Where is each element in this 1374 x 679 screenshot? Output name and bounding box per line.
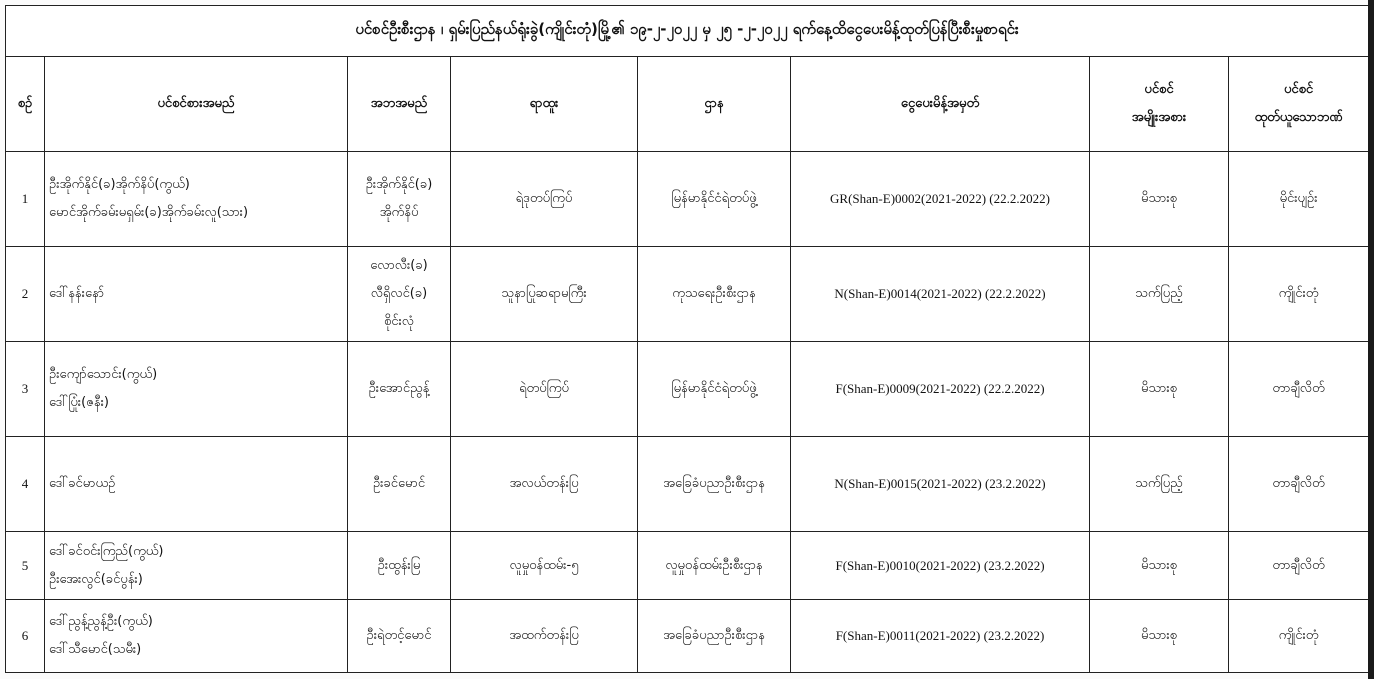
pension-order-table — [5, 5, 1369, 673]
department-cell: လူမှုဝန်ထမ်းဦးစီးဌာန — [638, 532, 791, 600]
department-cell: အခြေခံပညာဦးစီးဌာန — [638, 437, 791, 532]
pensioner-name-cell — [45, 600, 348, 673]
pensioner-name: ဦးအိုက်နိုင်(ခ)အိုက်နိပ်(ကွယ်) — [49, 177, 190, 192]
table-row — [6, 342, 1369, 437]
position-cell: အလယ်တန်းပြ — [451, 437, 638, 532]
department-cell: ကုသရေးဦးစီးဌာန — [638, 247, 791, 342]
position-cell: လူမှုဝန်ထမ်း-၅ — [451, 532, 638, 600]
pensioner-name: ဒေါ်နန်းနော် — [49, 286, 105, 301]
bank-cell: တာချီလိတ် — [1229, 532, 1369, 600]
header-department: ဌာန — [638, 57, 791, 152]
father-name-line3: စိုင်းလုံ — [383, 314, 414, 329]
row-no: 4 — [6, 437, 45, 532]
header-row — [6, 57, 1369, 152]
position-cell: ရဲတပ်ကြပ် — [451, 342, 638, 437]
father-name-cell — [348, 152, 451, 247]
father-name-cell: ဦးအောင်ညွန့် — [348, 342, 451, 437]
table-row — [6, 437, 1369, 532]
pensioner-name-cell — [45, 437, 348, 532]
header-bank-line1: ပင်စင် — [1283, 82, 1314, 97]
position-cell: သူနာပြုဆရာမကြီး — [451, 247, 638, 342]
pension-type-cell: မိသားစု — [1090, 152, 1229, 247]
father-name-line1: လောလီး(ခ) — [370, 258, 428, 273]
bank-cell: ကျိုင်းတုံ — [1229, 600, 1369, 673]
father-name-line1: ဦးအိုက်နိုင်(ခ) — [365, 177, 433, 192]
beneficiary-name: ဒေါ်ပြုံး(ဇနီး) — [49, 395, 109, 410]
bank-cell: တာချီလိတ် — [1229, 342, 1369, 437]
pensioner-name: ဒေါ်ညွန့်ညွန့်ဦး(ကွယ်) — [49, 614, 153, 629]
pension-type-cell: မိသားစု — [1090, 532, 1229, 600]
header-no: စဉ် — [6, 57, 45, 152]
order-no-cell: N(Shan-E)0015(2021-2022) (23.2.2022) — [791, 437, 1090, 532]
pension-type-cell: မိသားစု — [1090, 342, 1229, 437]
title-row — [6, 6, 1369, 57]
order-no-cell: F(Shan-E)0011(2021-2022) (23.2.2022) — [791, 600, 1090, 673]
table-title: ပင်စင်ဦးစီးဌာန ၊ ရှမ်းပြည်နယ်ရုံးခွဲ(ကျိုင်းတုံ)မြို့၏ ၁၉-၂-၂၀၂၂ မှ ၂၅ -၂-၂၀၂၂ ရက်နေ့ထိငွေပေးမိန့်ထုတ်ပြန်ပြီးစီးမှုစာရင်း — [6, 6, 1369, 57]
pension-type-cell: မိသားစု — [1090, 600, 1229, 673]
row-no: 2 — [6, 247, 45, 342]
pensioner-name-cell — [45, 342, 348, 437]
beneficiary-name: ဦးအေးလွင်(ခင်ပွန်း) — [49, 571, 143, 587]
beneficiary-name: မောင်အိုက်ခမ်းမရှမ်း(ခ)အိုက်ခမ်းလူ(သား) — [49, 205, 249, 220]
father-name-line2: လီရှိလင်(ခ) — [370, 286, 428, 301]
pensioner-name-cell — [45, 152, 348, 247]
pension-type-cell: သက်ပြည့် — [1090, 247, 1229, 342]
pensioner-name: ဒေါ်ခင်မာယဉ် — [49, 476, 116, 491]
pension-type-cell: သက်ပြည့် — [1090, 437, 1229, 532]
order-no-cell: F(Shan-E)0010(2021-2022) (23.2.2022) — [791, 532, 1090, 600]
bank-cell: မိုင်းပျဉ်း — [1229, 152, 1369, 247]
table-row — [6, 600, 1369, 673]
pensioner-name-cell — [45, 532, 348, 600]
header-bank-line2: ထုတ်ယူသောဘဏ် — [1254, 110, 1343, 125]
department-cell: မြန်မာနိုင်ငံရဲတပ်ဖွဲ့ — [638, 152, 791, 247]
pensioner-name: ဒေါ်ခင်ဝင်းကြည်(ကွယ်) — [49, 543, 164, 559]
header-order-no: ငွေပေးမိန့်အမှတ် — [791, 57, 1090, 152]
position-cell: အထက်တန်းပြ — [451, 600, 638, 673]
father-name-line2: အိုက်နိပ် — [379, 205, 419, 220]
row-no: 6 — [6, 600, 45, 673]
header-pension-type — [1090, 57, 1229, 152]
row-no: 3 — [6, 342, 45, 437]
father-name-cell — [348, 247, 451, 342]
table-row — [6, 152, 1369, 247]
header-position: ရာထူး — [451, 57, 638, 152]
header-pension-type-line2: အမျိုးအစား — [1131, 110, 1187, 125]
header-bank — [1229, 57, 1369, 152]
father-name-cell: ဦးခင်မောင် — [348, 437, 451, 532]
bank-cell: ကျိုင်းတုံ — [1229, 247, 1369, 342]
order-no-cell: N(Shan-E)0014(2021-2022) (22.2.2022) — [791, 247, 1090, 342]
department-cell: မြန်မာနိုင်ငံရဲတပ်ဖွဲ့ — [638, 342, 791, 437]
pensioner-name-cell — [45, 247, 348, 342]
row-no: 5 — [6, 532, 45, 600]
bank-cell: တာချီလိတ် — [1229, 437, 1369, 532]
header-father-name: အဘအမည် — [348, 57, 451, 152]
beneficiary-name: ဒေါ်သီမောင်(သမီး) — [49, 642, 142, 657]
page-edge-divider — [1368, 0, 1374, 679]
row-no: 1 — [6, 152, 45, 247]
table-row — [6, 532, 1369, 600]
father-name-cell: ဦးရဲတင့်မောင် — [348, 600, 451, 673]
table-row — [6, 247, 1369, 342]
header-pensioner-name: ပင်စင်စားအမည် — [45, 57, 348, 152]
header-pension-type-line1: ပင်စင် — [1144, 82, 1174, 97]
position-cell: ရဲဒုတပ်ကြပ် — [451, 152, 638, 247]
order-no-cell: F(Shan-E)0009(2021-2022) (22.2.2022) — [791, 342, 1090, 437]
pensioner-name: ဦးကျော်သောင်း(ကွယ်) — [49, 367, 158, 382]
father-name-cell: ဦးထွန်းမြ — [348, 532, 451, 600]
order-no-cell: GR(Shan-E)0002(2021-2022) (22.2.2022) — [791, 152, 1090, 247]
department-cell: အခြေခံပညာဦးစီးဌာန — [638, 600, 791, 673]
